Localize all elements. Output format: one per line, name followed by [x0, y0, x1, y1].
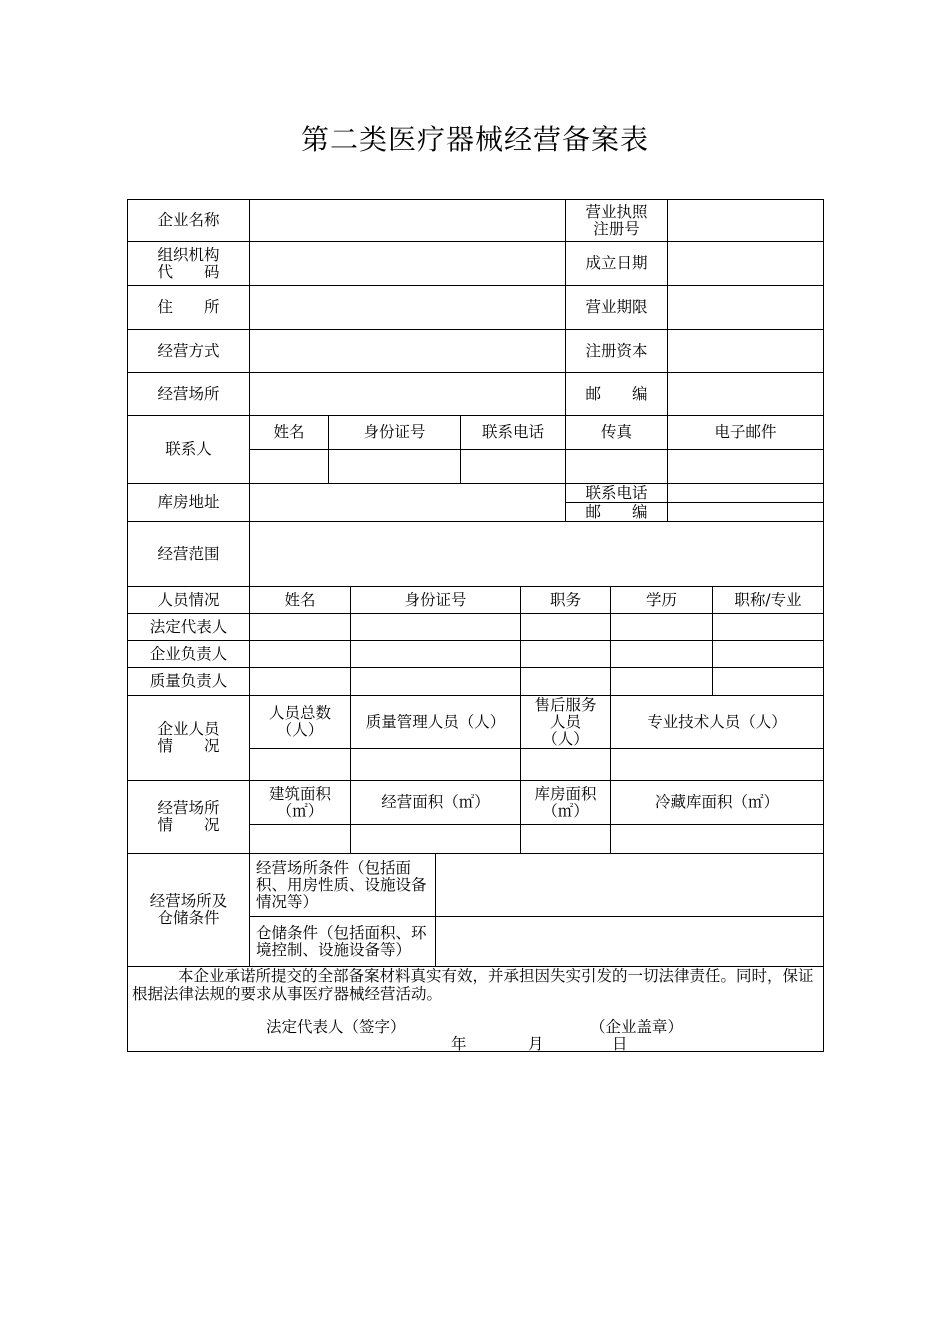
- staff-header-technical: 专业技术人员（人）: [611, 696, 823, 749]
- table-cell[interactable]: [351, 614, 521, 641]
- table-cell[interactable]: [250, 668, 351, 696]
- staff-header-quality: 质量管理人员（人）: [351, 696, 521, 749]
- business-term-field[interactable]: [668, 286, 823, 330]
- table-cell[interactable]: [351, 641, 521, 668]
- org-code-field[interactable]: [250, 242, 566, 286]
- company-name-field[interactable]: [250, 200, 566, 242]
- table-cell[interactable]: [521, 641, 611, 668]
- personnel-header-position: 职务: [521, 587, 611, 614]
- site-business-field[interactable]: [351, 825, 521, 854]
- contact-fax-field[interactable]: [566, 450, 668, 484]
- warehouse-label: 库房地址: [128, 484, 250, 522]
- table-cell[interactable]: [611, 641, 713, 668]
- license-no-field[interactable]: [668, 200, 823, 242]
- staff-label: 企业人员 情 况: [128, 696, 250, 781]
- table-cell[interactable]: [521, 668, 611, 696]
- address-label: 住 所: [128, 286, 250, 330]
- contact-header-phone: 联系电话: [461, 416, 566, 450]
- scope-label: 经营范围: [128, 522, 250, 587]
- staff-technical-field[interactable]: [611, 749, 823, 781]
- site-header-building: 建筑面积 （㎡）: [250, 781, 351, 825]
- table-cell[interactable]: [611, 614, 713, 641]
- personnel-header-education: 学历: [611, 587, 713, 614]
- postcode-label: 邮 编: [566, 373, 668, 416]
- business-term-label: 营业期限: [566, 286, 668, 330]
- contact-header-id: 身份证号: [329, 416, 461, 450]
- storage-label: 经营场所及 仓储条件: [128, 854, 250, 967]
- contact-header-name: 姓名: [250, 416, 329, 450]
- established-label: 成立日期: [566, 242, 668, 286]
- address-field[interactable]: [250, 286, 566, 330]
- seal-label: （企业盖章）: [590, 1018, 684, 1036]
- business-mode-label: 经营方式: [128, 330, 250, 373]
- business-mode-field[interactable]: [250, 330, 566, 373]
- site-cold-storage-field[interactable]: [611, 825, 823, 854]
- table-cell[interactable]: [713, 641, 823, 668]
- site-building-field[interactable]: [250, 825, 351, 854]
- site-header-business: 经营面积（㎡）: [351, 781, 521, 825]
- warehouse-phone-label: 联系电话: [566, 484, 668, 503]
- personnel-row-label: 法定代表人: [128, 614, 250, 641]
- contact-phone-field[interactable]: [461, 450, 566, 484]
- site-conditions-label: 经营场所条件（包括面积、用房性质、设施设备情况等）: [250, 854, 436, 917]
- table-cell[interactable]: [611, 668, 713, 696]
- site-header-warehouse: 库房面积 （㎡）: [521, 781, 611, 825]
- staff-quality-field[interactable]: [351, 749, 521, 781]
- license-no-label: 营业执照 注册号: [566, 200, 668, 242]
- staff-aftersales-field[interactable]: [521, 749, 611, 781]
- company-name-label: 企业名称: [128, 200, 250, 242]
- staff-header-aftersales: 售后服务 人员 （人）: [521, 696, 611, 749]
- storage-conditions-label: 仓储条件（包括面积、环境控制、设施设备等）: [250, 917, 436, 967]
- table-cell[interactable]: [521, 614, 611, 641]
- contact-id-field[interactable]: [329, 450, 461, 484]
- personnel-header-title: 职称/专业: [713, 587, 823, 614]
- warehouse-postcode-label: 邮 编: [566, 503, 668, 522]
- staff-header-total: 人员总数 （人）: [250, 696, 351, 749]
- table-cell[interactable]: [250, 641, 351, 668]
- contact-label: 联系人: [128, 416, 250, 484]
- table-cell[interactable]: [713, 614, 823, 641]
- signature-label: 法定代表人（签字）: [266, 1018, 406, 1036]
- warehouse-postcode-field[interactable]: [668, 503, 823, 522]
- declaration-text: 本企业承诺所提交的全部备案材料真实有效，并承担因失实引发的一切法律责任。同时，保证根据法律法规的要求从事医疗器械经营活动。: [132, 967, 814, 1003]
- personnel-header-id: 身份证号: [351, 587, 521, 614]
- page-title: 第二类医疗器械经营备案表: [300, 123, 649, 156]
- warehouse-address-field[interactable]: [250, 484, 566, 522]
- storage-conditions-field[interactable]: [436, 917, 823, 967]
- personnel-row-label: 质量负责人: [128, 668, 250, 696]
- contact-name-field[interactable]: [250, 450, 329, 484]
- site-warehouse-field[interactable]: [521, 825, 611, 854]
- contact-header-email: 电子邮件: [668, 416, 823, 450]
- established-field[interactable]: [668, 242, 823, 286]
- date-month-label: 月: [528, 1035, 544, 1053]
- org-code-label: 组织机构 代 码: [128, 242, 250, 286]
- date-year-label: 年: [451, 1035, 467, 1053]
- filing-form: [127, 199, 824, 1052]
- registered-capital-field[interactable]: [668, 330, 823, 373]
- scope-field[interactable]: [250, 522, 823, 587]
- site-header-cold-storage: 冷藏库面积（㎡）: [611, 781, 823, 825]
- warehouse-phone-field[interactable]: [668, 484, 823, 503]
- personnel-row-label: 企业负责人: [128, 641, 250, 668]
- staff-total-field[interactable]: [250, 749, 351, 781]
- registered-capital-label: 注册资本: [566, 330, 668, 373]
- table-cell[interactable]: [713, 668, 823, 696]
- contact-header-fax: 传真: [566, 416, 668, 450]
- site-label: 经营场所 情 况: [128, 781, 250, 854]
- site-conditions-field[interactable]: [436, 854, 823, 917]
- table-cell[interactable]: [250, 614, 351, 641]
- personnel-header-name: 姓名: [250, 587, 351, 614]
- postcode-field[interactable]: [668, 373, 823, 416]
- table-cell[interactable]: [351, 668, 521, 696]
- personnel-label: 人员情况: [128, 587, 250, 614]
- business-site-label: 经营场所: [128, 373, 250, 416]
- date-day-label: 日: [612, 1035, 628, 1053]
- contact-email-field[interactable]: [668, 450, 823, 484]
- business-site-field[interactable]: [250, 373, 566, 416]
